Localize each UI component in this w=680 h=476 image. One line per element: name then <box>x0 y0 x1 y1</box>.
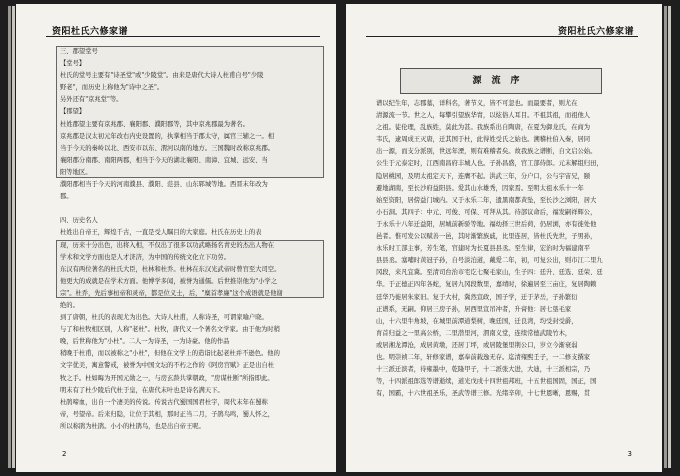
text-line: 山，十六里牛角坡，在城里前潭道梨树，晚廷国，迁良湾，均受封受爵， <box>376 317 578 325</box>
text-line: 杜氏的堂号主要有"诗圣堂"或"少陵堂"。由来是唐代大诗人杜甫自号"少陵 <box>60 72 264 80</box>
text-line: 华。于正德正四年各蛇，复居九冈段数里，嘉靖时，徐遍居至三亩庄，复居陶赖 <box>376 281 597 289</box>
text-line: 之祖。徒伦理，乱族姓，莫此为甚。我族系出自陶唐，在夏为御龙氏，在商为 <box>376 124 591 132</box>
text-line: 四、历史名人 <box>60 217 98 225</box>
left-page-number: 2 <box>62 450 67 458</box>
text-line: 野老"，而历史上称他为"诗中之圣"。 <box>60 84 164 92</box>
text-line: 谱以纪生年，志郡墓，详科名，著节义，皆不可忽也。而最要者，则尤在 <box>376 100 578 107</box>
text-line: 宗"。杜乔，先后事桓帝和灵帝，都是位义士，后，"糜首孝廉"这个成语就是他谢 <box>60 289 283 297</box>
text-line: 正谱系，无嗣。仰居三房子孙，居西里宣吊冲者，升膏他：居七垦毛家 <box>376 305 572 313</box>
text-line: 杜鹃啼血，出自一个凄美的传说。传说古代蜀国国君杜宇，周代末年在蜀称 <box>60 398 268 406</box>
text-line: 县县丞。塞哺时黄冠子孙，自号淡泊道，戴爱二年，初，可复公出，则市江二里九 <box>376 257 603 265</box>
text-line: 稍晚于杜甫，而以被称之"小杜"，但他在文学上的造诣比起老杜并不逊色。他的 <box>60 350 280 358</box>
text-line: 或居湘龙潭沧，成居黄墩，还居丁坪，或居陵堡里荆公口，岁立今渐衰弱 <box>376 341 578 349</box>
text-line: 邑者。惟可发公以赋善一邑，其时渐繁族戚，比里连居，皆杜氏先世，子男孙， <box>376 233 597 241</box>
text-line: 当于今天的秦岭以北、西安市以东、渭河以南的地方。三国魏时改称京兆郡。 <box>60 144 275 152</box>
left-running-header: 资阳杜氏六修家谱 <box>52 27 129 37</box>
text-line: 廷华乃徙居朱家旧。复于大村，冀然宣政，国子学，迁于茅岳，子孙繁衍 <box>376 293 578 301</box>
text-line: 出一源，而支分派别，世远年湮，则有难稽者矣。故我族之谱断，自文启公始。 <box>376 148 597 156</box>
section-title: 源流序 <box>400 68 602 94</box>
text-line: 三、郡望堂号 <box>60 48 98 55</box>
text-line: 始至资阳，居傍益门城内。又于永乐二年，遗黑南都黄坠，至长沙之浏阳，居大 <box>376 196 597 204</box>
right-text-column <box>376 98 652 400</box>
text-line: 学术和文学方面也是人才济济，为中国的传统文化立下功劳。 <box>60 253 231 261</box>
page-stack-edge <box>8 6 11 468</box>
left-text-column <box>60 46 318 433</box>
text-line: 与了和杜牧相区别，人称"老杜"。杜牧，唐代又一个著名文学家。由于他为时稍 <box>60 326 280 334</box>
text-line: 避地湖南，至长沙府益阳县。爱其山水雄秀，因家焉。至明太祖永乐十一年 <box>376 184 584 192</box>
text-line: 育首归益之一里高公桥，二里潜里河，渭南义堂，连续常德武陵竹木， <box>376 329 572 337</box>
text-line: 东汉有两位著名的杜氏大臣，杜林和杜乔。杜林在东汉光武帝时曾官至大司空。 <box>60 265 281 273</box>
header-rule <box>366 36 638 37</box>
text-line: 有，国霸，十六世祖圣乐，圣武等谱三修。光绪辛卯，十七世恩晰，恩赐，贯 <box>376 390 591 398</box>
text-line: 另外还有"京兆堂"等。 <box>60 96 123 104</box>
page-stack-edge <box>12 6 15 468</box>
text-line: 也。明崇祯二年，轩修家谱，嘉奉前载逸无存。迄清雍熙壬子，一二修支撰家 <box>376 353 591 361</box>
header-rule <box>46 36 320 37</box>
text-line: 他更大的成就是在学术方面。他博学多闻，被誉为通儒。后世推崇他为"小学之 <box>60 277 277 285</box>
text-line: 文字优美，寓意警戒，被誉为中国文坛的不朽之作的《阿房宫赋》正是出自杜 <box>60 362 275 370</box>
text-line: 杜姓郡望主要有京兆郡、襄阳郡、濮阳郡等，其中京兆郡最为著名。 <box>60 120 249 128</box>
right-running-header: 资阳杜氏六修家谱 <box>557 27 634 37</box>
text-line: 于永乐十八年迁益阳，居城前新骄等地。福幼择三世后荷，仍居浏，亦有徙处他 <box>376 220 597 228</box>
text-line <box>60 203 318 215</box>
text-line: 杜姓出自帝王，辉煌千古，一直是受人瞩目的大家庭。杜氏在历史上的表 <box>60 229 262 237</box>
page-stack-edge <box>668 6 671 468</box>
text-line: 濮阳郡相当于今天的河南濮县、濮阳、范县、山东郓城等地。西晋末年改为 <box>60 181 268 189</box>
right-page <box>346 4 662 472</box>
text-line: 公生于元泰定时，江西南昌府丰城人也。子孙昌盛，官工部侍郎。元末解组归田， <box>376 160 603 168</box>
text-line: 冈段，来凡宜冀。至清司台治市宅讫七聚毛家山，生子四：廷升、廷选、廷荣、廷 <box>376 269 603 277</box>
text-line: 郡。 <box>60 193 73 201</box>
left-page <box>16 4 336 472</box>
text-line: 明末有了杜少陵后代杜于皇，在唐代末叶也是诗名满天下。 <box>60 386 224 394</box>
text-line: 牧之手。杜如晦为开国元勋之一，与房玄龄共掌朝政，"房谋杜断"所指即此。 <box>60 374 274 382</box>
text-line: 小石洞。其四子：中元、可俊、可保、可拜从其。待部议命后，福发嗣祥辉公， <box>376 208 597 216</box>
text-line: 京兆郡是汉太初元年改右内史设置的，执掌相当于郡太守，属官三辅之一。相 <box>60 132 275 140</box>
text-line: 阳等地区。 <box>60 168 92 176</box>
text-line: 清源流一节。世之人，每攀引望族华胄，以炫俗人耳目。不祖其祖，而祖他人 <box>376 112 591 120</box>
text-line: 韦氏，逮周成王灭唐，迁其国于杜，此得姓受氏之始也。溯稽杜伯入秦，居同 <box>376 136 591 144</box>
text-line: 隐居桃园，及明太祖定天下，连膺不起。洪武三年，分户口，公与宇宙兄，颐 <box>376 172 591 180</box>
right-page-number: 3 <box>627 450 632 458</box>
text-line: 襄阳郡分南郡、南阳两郡，相当于今天的湖北襄阳、南漳、宜城、远安、当 <box>60 156 268 164</box>
text-line: 等，十四派祖郎选等谱逝续，道光戊戌十四世祖邦班，十五世祖国固，国正，国 <box>376 378 597 386</box>
text-line: 绝的。 <box>60 301 79 309</box>
text-line: 【堂号】 <box>60 60 86 68</box>
text-line: 永乐时工部主事，芳生笔，官建时为长夏县县丞。至生律，宏治时为福建南平 <box>376 245 591 253</box>
text-line: 所以称鹃为杜鹃。小小的杜鹃鸟，也是出自帝王呢。 <box>60 422 205 430</box>
text-line: 到了唐朝，杜氏的表现尤为出色。大诗人杜甫，人称诗圣，可谓家喻户晓。 <box>60 314 268 322</box>
text-line: 帝，号望帝。后来归隐，让位于其相，那时正当二月，子鹃鸟鸣，蜀人怀之， <box>60 410 275 418</box>
text-line: 十三派迁滨者，待雍墨中，乾隆甲子，十二派张大进，大迪，十三派相宗，乃 <box>376 366 591 374</box>
text-line: 【郡望】 <box>60 108 86 116</box>
page-stack-edge <box>664 6 667 468</box>
text-line: 晚，后世称他为"小杜"。二人一为诗圣，一为诗豪。他的作品 <box>60 338 230 346</box>
text-line: 现，历来十分出色，出将入相，不仅出了很多以功武略扬名青史的杰出人物在 <box>60 241 275 249</box>
